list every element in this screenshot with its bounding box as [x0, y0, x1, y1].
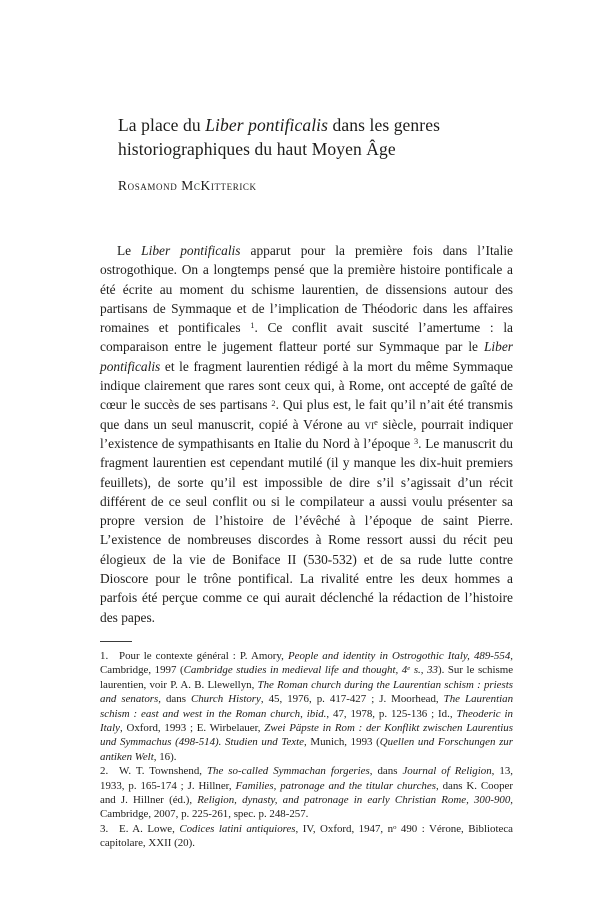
text-run: Liber pontificalis: [205, 115, 329, 135]
text-run: , 45, 1976, p. 417-427 ; J. Moorhead,: [260, 693, 444, 706]
article-title: [118, 113, 513, 161]
text-run: 490 : Vérone, Biblioteca capitolare, XXII (20).: [100, 822, 513, 850]
text-run: , Cambridge, 1997 (: [100, 649, 513, 677]
text-run: apparut pour la première fois dans l’Italie ostrogothique. On a longtemps pensé que la première histoire pontificale a été écrite au moment du schisme laurentien, de dissensions autour des partisans de Symmaque et de l’implication de Théodoric dans les affaires romaines et pontificales: [100, 243, 513, 336]
text-run: Families, patronage and the titular churches: [235, 779, 436, 792]
text-run: Liber pontificalis: [100, 339, 513, 374]
text-run: , dans K. Cooper and J. Hillner (éd.),: [100, 779, 513, 806]
footnote-2: [100, 764, 513, 822]
text-run: Church History: [190, 693, 261, 706]
text-run: 2. W. T. Townshend,: [100, 765, 207, 778]
text-run: , 47, 1978, p. 125-136 ; Id.,: [326, 707, 457, 720]
text-run: Quellen und Forschungen zur antiken Welt: [100, 736, 513, 763]
text-run: The Roman church during the Laurentian schism : priests and senators: [100, 678, 513, 706]
footnote-separator: [100, 641, 132, 642]
text-run: . Ce conflit avait suscité l’amertume : la comparaison entre le jugement flatteur porté sur Symmaque par le: [100, 320, 513, 355]
text-run: 3: [413, 437, 419, 447]
text-run: ibid.: [306, 707, 327, 720]
text-run: . Le manuscrit du fragment laurentien est cependant mutilé (il y manque les dix-huit premiers feuillets), de sorte qu’il est impossible de dire s’il s’agissait d’un récit différent de ce seul conflit ou si le compilateur a aussi voulu présenter sa propre version de l’histoire de l’évêché à l’époque de saint Pierre. L’existence de nombreuses discordes à Rome ressort aussi du récit peu élogieux de la vie de Boniface II (530-532) et de sa rude lutte contre Dioscore pour le trône pontifical. La rivalité entre les deux hommes a parfois été perçue comme ce qui aurait déclenché la rédaction de l’histoire des papes.: [100, 435, 513, 625]
text-run: La place du: [118, 115, 206, 135]
text-run: Liber pontificalis: [141, 243, 241, 258]
text-run: , dans: [369, 765, 403, 778]
author-name: Rosamond McKitterick: [118, 178, 257, 193]
text-run: vi: [364, 416, 375, 432]
text-run: o: [393, 823, 397, 831]
text-run: Religion, dynasty, and patronage in early Christian Rome, 300-900: [197, 794, 511, 806]
text-run: , Oxford, 1993 ; E. Wirbelauer,: [119, 721, 265, 734]
text-run: , 16).: [153, 750, 177, 763]
text-run: Le: [117, 243, 142, 258]
text-run: e: [374, 417, 378, 427]
text-run: , 13, 1933, p. 165-174 ; J. Hillner,: [100, 765, 513, 792]
text-run: 1: [250, 321, 255, 331]
body-paragraph: [100, 241, 513, 627]
text-run: 3. E. A. Lowe,: [100, 822, 180, 835]
text-run: The Laurentian schism : east and west in the Roman church: [100, 693, 514, 720]
text-run: ). Sur le schisme laurentien, voir P. A. B. Llewellyn,: [100, 664, 514, 691]
article-header: [100, 113, 513, 194]
text-run: siècle, pourrait indiquer l’existence de sympathisants en Italie du Nord à l’époque: [100, 416, 513, 451]
text-run: e: [407, 665, 411, 673]
text-run: ,: [300, 707, 307, 720]
text-run: , IV, Oxford, 1947, n: [295, 822, 394, 835]
text-run: 1. Pour le contexte général : P. Amory,: [100, 649, 288, 662]
article-body: [100, 241, 513, 627]
text-run: s., 33: [410, 664, 438, 677]
text-run: 2: [271, 398, 276, 408]
text-run: dans les genres historiographiques du haut Moyen Âge: [118, 115, 440, 159]
text-run: Codices latini antiquiores: [179, 822, 296, 835]
text-run: The so-called Symmachan forgeries: [206, 765, 370, 778]
text-run: , dans: [158, 693, 191, 706]
text-run: Journal of Religion: [402, 765, 492, 778]
footnote-3: [100, 822, 513, 851]
text-run: Theoderic in Italy: [100, 707, 513, 734]
text-run: et le fragment laurentien rédigé à la mort du même Symmaque indique clairement que rares sont ceux qui, à Rome, ont accepté de gaîté de cœur le succès de ses partisans: [100, 358, 513, 413]
text-run: People and identity in Ostrogothic Italy, 489-554: [287, 649, 511, 662]
text-run: Cambridge studies in medieval life and thought: [183, 664, 396, 677]
text-run: , 4: [395, 664, 408, 677]
footnote-1: [100, 649, 513, 764]
text-run: . Qui plus est, le fait qu’il n’ait été transmis que dans un seul manuscrit, copié à Vérone au: [100, 397, 513, 432]
text-run: Zwei Päpste in Rom : der Konflikt zwischen Laurentius und Symmachus (498-514). Studien und Texte: [100, 721, 513, 749]
footnotes-section: [100, 649, 513, 851]
text-run: , Cambridge, 2007, p. 225-261, spec. p. 248-257.: [100, 794, 514, 821]
text-run: , Munich, 1993 (: [304, 736, 380, 749]
